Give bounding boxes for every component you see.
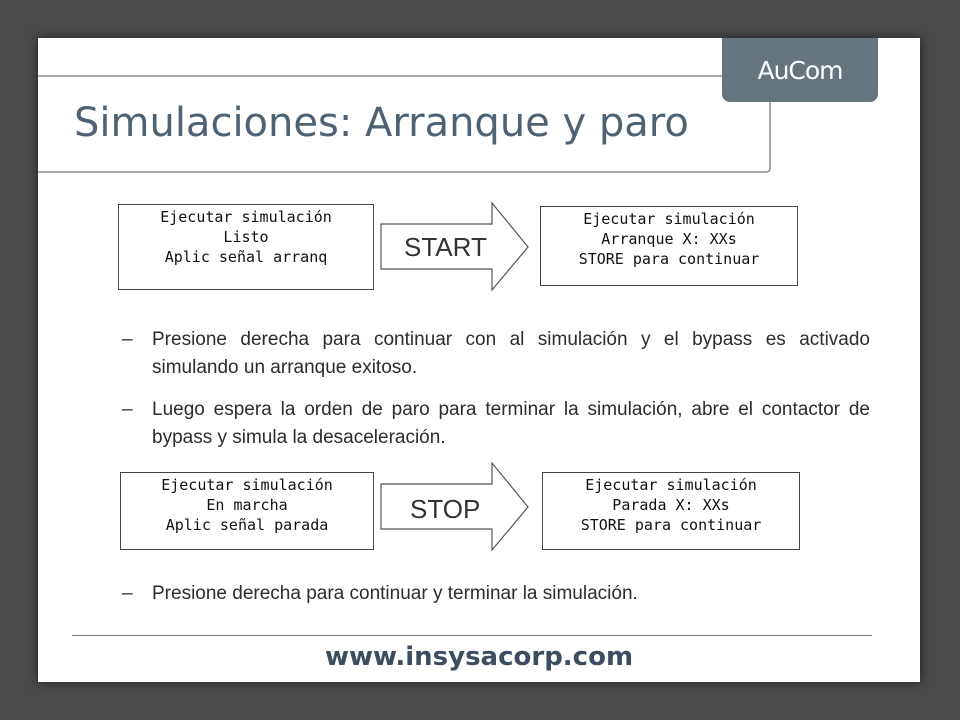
bullet-item	[118, 326, 870, 382]
lcd-screen-start	[540, 206, 798, 286]
bullet-item	[118, 580, 870, 608]
lcd-screen-ready	[118, 204, 374, 290]
footer-divider	[72, 635, 872, 636]
lcd-line: En marcha	[206, 496, 288, 514]
stop-arrow-label: STOP	[410, 494, 481, 524]
lcd-line: STORE para continuar	[580, 516, 762, 534]
bullet-dash: –	[122, 583, 133, 604]
slide	[38, 38, 920, 682]
lcd-line: Ejecutar simulación	[585, 476, 757, 494]
bullet-item	[118, 396, 870, 452]
lcd-line: Aplic señal parada	[165, 516, 329, 534]
footer-url: www.insysacorp.com	[324, 642, 634, 672]
aucom-logo	[722, 38, 878, 102]
start-arrow-label: START	[404, 232, 487, 262]
lcd-line: Arranque X: XXs	[601, 230, 737, 248]
lcd-line: Ejecutar simulación	[161, 476, 333, 494]
lcd-line: Ejecutar simulación	[160, 208, 332, 226]
lcd-line: Parada X: XXs	[612, 496, 730, 514]
page-title: Simulaciones: Arranque y paro	[74, 100, 689, 146]
lcd-line: Aplic señal arranq	[164, 248, 328, 266]
lcd-screen-stop	[542, 472, 800, 550]
bullet-text: Presione derecha para continuar y terminar la simulación.	[152, 583, 638, 604]
lcd-line: Ejecutar simulación	[583, 210, 755, 228]
lcd-line: STORE para continuar	[578, 250, 760, 268]
bullet-dash: –	[122, 329, 133, 350]
lcd-line: Listo	[223, 228, 269, 246]
logo-text: AuCom	[757, 55, 843, 85]
bullet-dash: –	[122, 399, 133, 420]
bullet-text: Luego espera la orden de paro para terminar la simulación, abre el contactor de bypass y simula la desaceleración.	[152, 399, 870, 448]
bullet-text: Presione derecha para continuar con al simulación y el bypass es activado simulando un arranque exitoso.	[152, 329, 870, 378]
lcd-screen-running	[120, 472, 374, 550]
